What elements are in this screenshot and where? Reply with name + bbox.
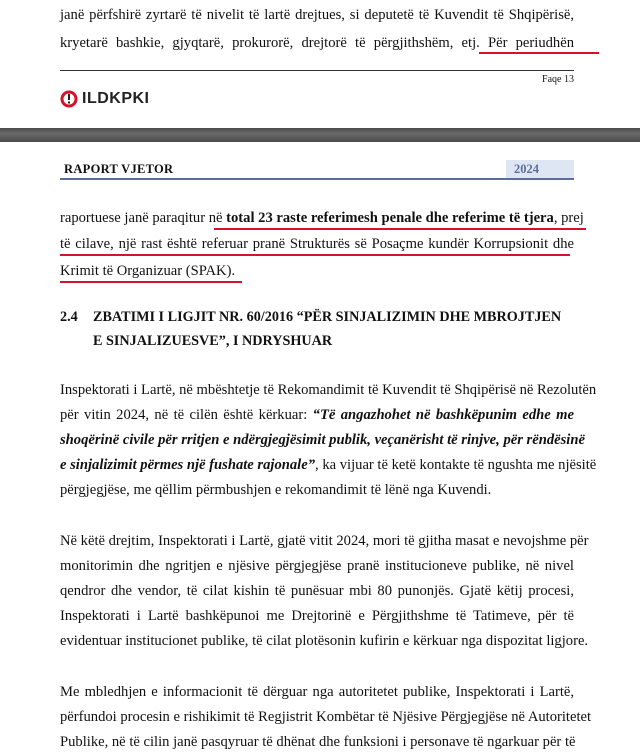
logo-mark-icon bbox=[60, 90, 78, 108]
text-span: raportuese janë paraqitur në bbox=[60, 210, 227, 226]
quote-text: shoqërinë civile për rritjen e ndërgjegjësimit publik, veçanërisht të rinjve, për rëndësinë bbox=[60, 432, 585, 448]
text-line: janë përfshirë zyrtarë të nivelit të lartë drejtues, si deputetë të Kuvendit të Shqipërisë, bbox=[60, 7, 574, 23]
bold-text: total 23 raste referimesh penale dhe referime të tjera bbox=[226, 210, 554, 226]
text-line: evidentuar institucionet publike, të cilat plotësonin kufirin e kërkuar nga dispozitat ligjore. bbox=[60, 633, 589, 649]
text-line: përgjegjëse, me qëllim përmbushjen e rekomandimit të lënë nga Kuvendi. bbox=[60, 482, 492, 498]
current-page bbox=[0, 142, 640, 753]
report-title: RAPORT VJETOR bbox=[64, 162, 174, 176]
highlight-underline bbox=[479, 52, 599, 54]
footer-divider bbox=[60, 70, 574, 71]
section-title-line: ZBATIMI I LIGJIT NR. 60/2016 “PËR SINJALIZIMIN DHE MBROJTJEN bbox=[93, 309, 562, 325]
text-line: Krimit të Organizuar (SPAK). bbox=[60, 263, 236, 279]
highlight-underline bbox=[60, 281, 242, 283]
text-line: Në këtë drejtim, Inspektorati i Lartë, gjatë vitit 2024, mori të gjitha masat e nevojshme për bbox=[60, 533, 589, 549]
text-line: qendror dhe vendor, të cilat kishin të punësuar mbi 80 punonjës. Gjatë këtij procesi, bbox=[60, 583, 574, 599]
logo-text: ILDKPKI bbox=[82, 90, 150, 107]
text-line: Inspektorati i Lartë, në mbështetje të Rekomandimit të Kuvendit të Shqipërisë në Rezolutën bbox=[60, 382, 597, 398]
ildkpki-logo bbox=[60, 90, 150, 108]
text-line bbox=[60, 430, 585, 450]
text-line: përfundoi procesin e rishikimit të Regjistrit Kombëtar të Njësive Përgjegjëse në Autoritetet bbox=[60, 709, 592, 725]
text-span: , prej bbox=[553, 210, 584, 226]
page-number: Faqe 13 bbox=[542, 74, 574, 85]
text-line bbox=[60, 455, 597, 475]
quote-text: “Të angazhohet në bashkëpunim edhe me bbox=[312, 407, 574, 423]
text-span: për vitin 2024, në të cilën është kërkuar: bbox=[60, 407, 313, 423]
header-divider bbox=[60, 178, 574, 180]
text-span: , ka vijuar të ketë kontakte të ngushta me njësitë bbox=[315, 457, 597, 473]
quote-text: e sinjalizimit përmes një fushate rajonale” bbox=[60, 457, 316, 473]
text-line: kryetarë bashkie, gjyqtarë, prokurorë, drejtorë të përgjithshëm, etj. Për periudhën bbox=[60, 35, 574, 51]
section-title-line: E SINJALIZUESVE”, I NDRYSHUAR bbox=[93, 333, 333, 349]
text-line bbox=[60, 208, 584, 228]
highlight-underline bbox=[214, 228, 586, 230]
text-line bbox=[60, 405, 574, 425]
page-separator bbox=[0, 128, 640, 142]
report-year: 2024 bbox=[514, 162, 539, 176]
previous-page-end bbox=[0, 0, 640, 128]
text-line: të cilave, një rast është referuar pranë Strukturës së Posaçme kundër Korrupsionit dhe bbox=[60, 236, 574, 252]
text-line: Me mbledhjen e informacionit të dërguar nga autoritetet publike, Inspektorati i Lartë, bbox=[60, 684, 574, 700]
text-line: Publike, në të cilin janë pasqyruar të dhënat dhe funksioni i personave të ngarkuar për të bbox=[60, 734, 576, 750]
highlight-underline bbox=[60, 254, 570, 256]
section-number: 2.4 bbox=[60, 309, 78, 325]
text-line: Inspektorati i Lartë bashkëpunoi me Drejtorinë e Përgjithshme të Tatimeve, për të bbox=[60, 608, 574, 624]
text-line: monitorimin dhe ngritjen e njësive përgjegjëse pranë institucioneve publike, në nivel bbox=[60, 558, 574, 574]
